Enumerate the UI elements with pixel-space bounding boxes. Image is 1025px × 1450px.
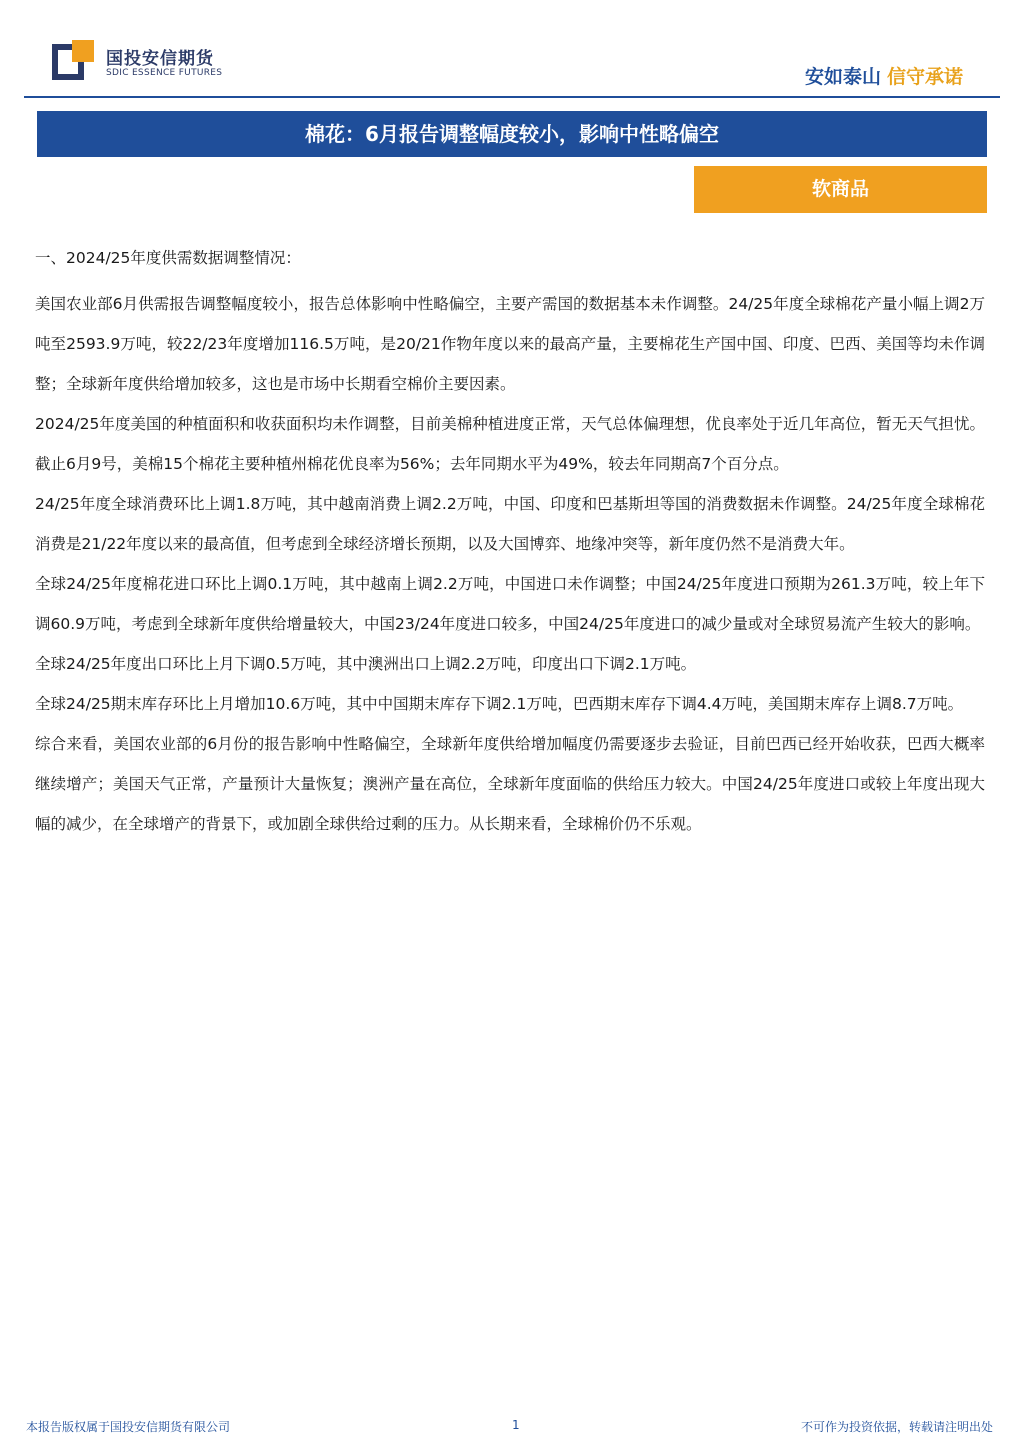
paragraph-consumption: 24/25年度全球消费环比上调1.8万吨，其中越南消费上调2.2万吨，中国、印度和巴基斯坦等国的消费数据未作调整。24/25年度全球棉花消费是21/22年度以来的最高值，但考虑到全球经济增长预期，以及大国博弈、地缘冲突等，新年度仍然不是消费大年。 [35,495,985,553]
category-tag: 软商品 [694,166,987,213]
paragraph-us-planting: 2024/25年度美国的种植面积和收获面积均未作调整，目前美棉种植进度正常，天气总体偏理想，优良率处于近几年高位，暂无天气担忧。截止6月9号，美棉15个棉花主要种植州棉花优良率为56%；去年同期水平为49%，较去年同期高7个百分点。 [35,415,985,473]
logo-english-name: SDIC ESSENCE FUTURES [106,68,223,78]
report-title: 棉花：6月报告调整幅度较小，影响中性略偏空 [37,111,987,157]
section-heading: 一、2024/25年度供需数据调整情况： [35,249,301,267]
slogan-part-1: 安如泰山 [804,66,881,88]
paragraph-summary: 综合来看，美国农业部的6月份的报告影响中性略偏空，全球新年度供给增加幅度仍需要逐步去验证，目前巴西已经开始收获，巴西大概率继续增产；美国天气正常，产量预计大量恢复；澳洲产量在高位，全球新年度面临的供给压力较大。中国24/25年度进口或较上年度出现大幅的减少，在全球增产的背景下，或加剧全球供给过剩的压力。从长期来看，全球棉价仍不乐观。 [35,735,985,833]
paragraph-ending-stocks: 全球24/25期末库存环比上月增加10.6万吨，其中中国期末库存下调2.1万吨，巴西期末库存下调4.4万吨，美国期末库存上调8.7万吨。 [35,695,964,713]
company-slogan [805,62,963,89]
paragraph-exports: 全球24/25年度出口环比上月下调0.5万吨，其中澳洲出口上调2.2万吨，印度出口下调2.1万吨。 [35,655,697,673]
slogan-part-2: 信守承诺 [886,66,963,88]
footer-disclaimer: 不可作为投资依据，转载请注明出处 [800,1420,993,1434]
page-footer [0,1410,1025,1440]
header-divider [24,96,1000,98]
paragraph-imports: 全球24/25年度棉花进口环比上调0.1万吨，其中越南上调2.2万吨，中国进口未作调整；中国24/25年度进口预期为261.3万吨，较上年下调60.9万吨，考虑到全球新年度供给增量较大，中国23/24年度进口较多，中国24/25年度进口的减少量或对全球贸易流产生较大的影响。 [35,575,985,633]
page-header [0,0,1025,100]
paragraph-production: 美国农业部6月供需报告调整幅度较小，报告总体影响中性略偏空，主要产需国的数据基本未作调整。24/25年度全球棉花产量小幅上调2万吨至2593.9万吨，较22/23年度增加116.5万吨，是20/21作物年度以来的最高产量，主要棉花生产国中国、印度、巴西、美国等均未作调整；全球新年度供给增加较多，这也是市场中长期看空棉价主要因素。 [35,295,985,393]
logo-chinese-name: 国投安信期货 [106,49,214,69]
report-body [35,244,985,844]
logo-icon [52,40,96,84]
page-number: 1 [512,1418,520,1432]
company-logo [52,40,252,88]
footer-copyright: 本报告版权属于国投安信期货有限公司 [26,1420,231,1434]
